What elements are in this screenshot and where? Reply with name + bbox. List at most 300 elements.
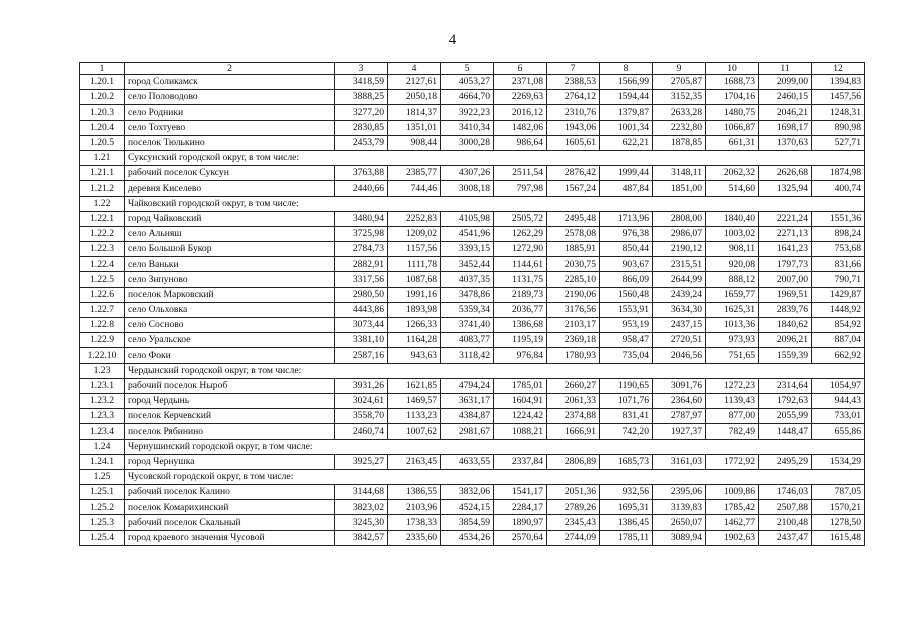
value-cell: 4053,27 [441,75,494,90]
value-cell: 1054,97 [812,378,865,393]
value-cell: 2061,33 [547,393,600,408]
value-cell: 831,66 [812,257,865,272]
value-cell: 1713,96 [600,211,653,226]
value-cell: 2460,74 [335,424,388,439]
value-cell: 1541,17 [494,485,547,500]
value-cell: 1195,19 [494,333,547,348]
row-code: 1.25.3 [80,515,125,530]
value-cell: 2495,48 [547,211,600,226]
settlement-name: город Чайковский [125,211,335,226]
settlement-name: поселок Керчевский [125,409,335,424]
value-cell: 2626,68 [759,166,812,181]
value-cell: 903,67 [600,257,653,272]
column-header: 9 [653,63,706,75]
settlement-name: село Тохтуево [125,120,335,135]
value-cell: 2570,64 [494,530,547,545]
column-header: 8 [600,63,653,75]
row-code: 1.23.4 [80,424,125,439]
value-cell: 1066,87 [706,120,759,135]
table-row [80,378,865,393]
value-cell: 1666,91 [547,424,600,439]
value-cell: 2016,12 [494,105,547,120]
row-code: 1.24 [80,439,125,454]
value-cell: 1001,34 [600,120,653,135]
settlement-name: село Зипуново [125,272,335,287]
value-cell: 2036,77 [494,302,547,317]
value-cell: 887,04 [812,333,865,348]
row-code: 1.22.3 [80,242,125,257]
value-cell: 2876,42 [547,166,600,181]
value-cell: 2103,17 [547,318,600,333]
table-row [80,166,865,181]
value-cell: 1457,56 [812,90,865,105]
value-cell: 1071,76 [600,393,653,408]
value-cell: 1927,37 [653,424,706,439]
value-cell: 1885,91 [547,242,600,257]
settlement-name: село Альняш [125,226,335,241]
value-cell: 2315,51 [653,257,706,272]
value-cell: 3008,18 [441,181,494,196]
value-cell: 1625,31 [706,302,759,317]
value-cell: 527,71 [812,135,865,150]
settlement-name: село Половодово [125,90,335,105]
value-cell: 898,24 [812,226,865,241]
value-cell: 3024,61 [335,393,388,408]
section-row [80,196,865,211]
value-cell: 1144,61 [494,257,547,272]
value-cell: 2388,53 [547,75,600,90]
value-cell: 3317,56 [335,272,388,287]
row-code: 1.22.4 [80,257,125,272]
value-cell: 2882,91 [335,257,388,272]
table-row [80,105,865,120]
column-header: 4 [388,63,441,75]
value-cell: 2369,18 [547,333,600,348]
value-cell: 3832,06 [441,485,494,500]
value-cell: 1111,78 [388,257,441,272]
value-cell: 3925,27 [335,454,388,469]
value-cell: 2163,45 [388,454,441,469]
row-code: 1.25.4 [80,530,125,545]
value-cell: 888,12 [706,272,759,287]
value-cell: 2460,15 [759,90,812,105]
value-cell: 1890,97 [494,515,547,530]
value-cell: 2385,77 [388,166,441,181]
value-cell: 3245,30 [335,515,388,530]
value-cell: 1814,37 [388,105,441,120]
value-cell: 908,11 [706,242,759,257]
value-cell: 2578,08 [547,226,600,241]
value-cell: 958,47 [600,333,653,348]
row-code: 1.22 [80,196,125,211]
row-code: 1.20.1 [80,75,125,90]
section-title: Чердынский городской округ, в том числе: [125,363,865,378]
value-cell: 944,43 [812,393,865,408]
value-cell: 4524,15 [441,500,494,515]
row-code: 1.23 [80,363,125,378]
row-code: 1.25.1 [80,485,125,500]
value-cell: 400,74 [812,181,865,196]
value-cell: 1133,23 [388,409,441,424]
section-title: Суксунский городской округ, в том числе: [125,150,865,165]
value-cell: 1394,83 [812,75,865,90]
row-code: 1.22.7 [80,302,125,317]
value-cell: 3931,26 [335,378,388,393]
table-row [80,318,865,333]
value-cell: 2507,88 [759,500,812,515]
value-cell: 2046,56 [653,348,706,363]
value-cell: 3148,11 [653,166,706,181]
value-cell: 1878,85 [653,135,706,150]
row-code: 1.25 [80,469,125,484]
value-cell: 3725,98 [335,226,388,241]
value-cell: 3144,68 [335,485,388,500]
value-cell: 4664,70 [441,90,494,105]
value-cell: 3000,28 [441,135,494,150]
settlement-name: город Чернушка [125,454,335,469]
table-row [80,454,865,469]
settlement-name: деревня Киселево [125,181,335,196]
column-header: 12 [812,63,865,75]
value-cell: 2269,63 [494,90,547,105]
value-cell: 4534,26 [441,530,494,545]
value-cell: 1615,48 [812,530,865,545]
page-number: 4 [448,32,457,48]
value-cell: 2650,07 [653,515,706,530]
table-body [80,75,865,546]
value-cell: 4794,24 [441,378,494,393]
value-cell: 3410,34 [441,120,494,135]
value-cell: 976,84 [494,348,547,363]
settlement-name: село Сосново [125,318,335,333]
settlement-name: рабочий поселок Ныроб [125,378,335,393]
value-cell: 2335,60 [388,530,441,545]
value-cell: 1704,16 [706,90,759,105]
row-code: 1.20.3 [80,105,125,120]
value-cell: 2096,21 [759,333,812,348]
table-row [80,272,865,287]
value-cell: 1738,33 [388,515,441,530]
settlement-name: поселок Марковский [125,287,335,302]
value-cell: 1272,23 [706,378,759,393]
value-cell: 1379,87 [600,105,653,120]
value-cell: 1003,02 [706,226,759,241]
value-cell: 733,01 [812,409,865,424]
value-cell: 1772,92 [706,454,759,469]
row-code: 1.23.2 [80,393,125,408]
value-cell: 2439,24 [653,287,706,302]
value-cell: 2806,89 [547,454,600,469]
section-row [80,469,865,484]
value-cell: 1621,85 [388,378,441,393]
table-row [80,302,865,317]
value-cell: 2437,15 [653,318,706,333]
table-row [80,287,865,302]
value-cell: 661,31 [706,135,759,150]
settlement-name: село Ваньки [125,257,335,272]
settlement-name: село Фоки [125,348,335,363]
value-cell: 1087,68 [388,272,441,287]
settlement-name: поселок Тюлькино [125,135,335,150]
settlement-name: поселок Комарихинский [125,500,335,515]
value-cell: 2030,75 [547,257,600,272]
table-row [80,135,865,150]
value-cell: 2284,17 [494,500,547,515]
value-cell: 2808,00 [653,211,706,226]
value-cell: 908,44 [388,135,441,150]
value-cell: 3176,56 [547,302,600,317]
value-cell: 744,46 [388,181,441,196]
value-cell: 1991,16 [388,287,441,302]
value-cell: 2660,27 [547,378,600,393]
value-cell: 2495,29 [759,454,812,469]
value-cell: 2127,61 [388,75,441,90]
value-cell: 1604,91 [494,393,547,408]
value-cell: 2980,50 [335,287,388,302]
value-cell: 1551,36 [812,211,865,226]
settlement-name: село Большой Букор [125,242,335,257]
value-cell: 976,38 [600,226,653,241]
value-cell: 3452,44 [441,257,494,272]
value-cell: 2587,16 [335,348,388,363]
value-cell: 2051,36 [547,485,600,500]
table-row [80,409,865,424]
value-cell: 751,65 [706,348,759,363]
settlement-name: село Ольховка [125,302,335,317]
value-cell: 2285,10 [547,272,600,287]
section-row [80,439,865,454]
value-cell: 1780,93 [547,348,600,363]
value-cell: 3842,57 [335,530,388,545]
value-cell: 2190,06 [547,287,600,302]
value-cell: 1553,91 [600,302,653,317]
column-header: 7 [547,63,600,75]
value-cell: 3277,20 [335,105,388,120]
value-cell: 2440,66 [335,181,388,196]
value-cell: 3089,94 [653,530,706,545]
table-row [80,75,865,90]
value-cell: 2221,24 [759,211,812,226]
value-cell: 1969,51 [759,287,812,302]
value-cell: 831,41 [600,409,653,424]
value-cell: 1685,73 [600,454,653,469]
table-row [80,500,865,515]
value-cell: 1999,44 [600,166,653,181]
value-cell: 953,19 [600,318,653,333]
row-code: 1.21 [80,150,125,165]
row-code: 1.20.5 [80,135,125,150]
value-cell: 866,09 [600,272,653,287]
value-cell: 973,93 [706,333,759,348]
value-cell: 1785,11 [600,530,653,545]
table-row [80,211,865,226]
row-code: 1.22.6 [80,287,125,302]
value-cell: 3381,10 [335,333,388,348]
value-cell: 782,49 [706,424,759,439]
value-cell: 2505,72 [494,211,547,226]
section-title: Чусовской городской округ, в том числе: [125,469,865,484]
value-cell: 1641,23 [759,242,812,257]
settlement-name: город Соликамск [125,75,335,90]
value-cell: 622,21 [600,135,653,150]
row-code: 1.25.2 [80,500,125,515]
value-cell: 890,98 [812,120,865,135]
value-cell: 3118,42 [441,348,494,363]
table-row [80,530,865,545]
value-cell: 1386,55 [388,485,441,500]
value-cell: 4541,96 [441,226,494,241]
value-cell: 4105,98 [441,211,494,226]
value-cell: 3763,88 [335,166,388,181]
value-cell: 1009,86 [706,485,759,500]
value-cell: 1851,00 [653,181,706,196]
value-cell: 2453,79 [335,135,388,150]
value-cell: 1559,39 [759,348,812,363]
value-cell: 1695,31 [600,500,653,515]
row-code: 1.21.1 [80,166,125,181]
value-cell: 2100,48 [759,515,812,530]
row-code: 1.22.9 [80,333,125,348]
value-cell: 1088,21 [494,424,547,439]
table-row [80,257,865,272]
table-row [80,120,865,135]
settlement-name: село Родники [125,105,335,120]
value-cell: 2374,88 [547,409,600,424]
value-cell: 1893,98 [388,302,441,317]
value-cell: 742,20 [600,424,653,439]
value-cell: 3152,35 [653,90,706,105]
row-code: 1.20.2 [80,90,125,105]
value-cell: 3091,76 [653,378,706,393]
value-cell: 2062,32 [706,166,759,181]
row-code: 1.23.3 [80,409,125,424]
value-cell: 3854,59 [441,515,494,530]
value-cell: 1605,61 [547,135,600,150]
value-cell: 1462,77 [706,515,759,530]
value-cell: 2364,60 [653,393,706,408]
value-cell: 2744,09 [547,530,600,545]
table-row [80,242,865,257]
value-cell: 1007,62 [388,424,441,439]
value-cell: 1840,40 [706,211,759,226]
row-code: 1.21.2 [80,181,125,196]
value-cell: 877,00 [706,409,759,424]
value-cell: 2310,76 [547,105,600,120]
value-cell: 2189,73 [494,287,547,302]
value-cell: 1874,98 [812,166,865,181]
column-header: 3 [335,63,388,75]
settlement-name: рабочий поселок Суксун [125,166,335,181]
value-cell: 2511,54 [494,166,547,181]
value-cell: 2345,43 [547,515,600,530]
table-header-row [80,63,865,75]
value-cell: 1139,43 [706,393,759,408]
row-code: 1.22.1 [80,211,125,226]
value-cell: 1659,77 [706,287,759,302]
value-cell: 3478,86 [441,287,494,302]
value-cell: 1266,33 [388,318,441,333]
value-cell: 790,71 [812,272,865,287]
table-row [80,485,865,500]
value-cell: 753,68 [812,242,865,257]
value-cell: 735,04 [600,348,653,363]
table-row [80,333,865,348]
section-row [80,363,865,378]
value-cell: 850,44 [600,242,653,257]
table-row [80,226,865,241]
row-code: 1.23.1 [80,378,125,393]
value-cell: 1325,94 [759,181,812,196]
value-cell: 4307,26 [441,166,494,181]
section-title: Чайковский городской округ, в том числе: [125,196,865,211]
value-cell: 514,60 [706,181,759,196]
value-cell: 2986,07 [653,226,706,241]
value-cell: 3922,23 [441,105,494,120]
value-cell: 3139,83 [653,500,706,515]
value-cell: 1482,06 [494,120,547,135]
value-cell: 2633,28 [653,105,706,120]
value-cell: 2764,12 [547,90,600,105]
value-cell: 4633,55 [441,454,494,469]
column-header: 2 [125,63,335,75]
value-cell: 2720,51 [653,333,706,348]
value-cell: 2050,18 [388,90,441,105]
value-cell: 1480,75 [706,105,759,120]
value-cell: 1429,87 [812,287,865,302]
row-code: 1.22.2 [80,226,125,241]
value-cell: 2314,64 [759,378,812,393]
value-cell: 3888,25 [335,90,388,105]
value-cell: 1570,21 [812,500,865,515]
value-cell: 1386,68 [494,318,547,333]
value-cell: 2103,96 [388,500,441,515]
value-cell: 2007,00 [759,272,812,287]
value-cell: 487,84 [600,181,653,196]
value-cell: 1566,99 [600,75,653,90]
value-cell: 2705,87 [653,75,706,90]
value-cell: 4083,77 [441,333,494,348]
value-cell: 1224,42 [494,409,547,424]
value-cell: 1370,63 [759,135,812,150]
value-cell: 3073,44 [335,318,388,333]
table-row [80,424,865,439]
value-cell: 1448,47 [759,424,812,439]
value-cell: 1209,02 [388,226,441,241]
row-code: 1.22.5 [80,272,125,287]
value-cell: 1902,63 [706,530,759,545]
value-cell: 2437,47 [759,530,812,545]
settlement-name: рабочий поселок Скальный [125,515,335,530]
value-cell: 5359,34 [441,302,494,317]
value-cell: 1840,62 [759,318,812,333]
value-cell: 2981,67 [441,424,494,439]
value-cell: 2839,76 [759,302,812,317]
value-cell: 1792,63 [759,393,812,408]
settlement-name: город краевого значения Чусовой [125,530,335,545]
table-row [80,515,865,530]
row-code: 1.20.4 [80,120,125,135]
value-cell: 1698,17 [759,120,812,135]
value-cell: 1164,28 [388,333,441,348]
value-cell: 1448,92 [812,302,865,317]
column-header: 11 [759,63,812,75]
value-cell: 2371,08 [494,75,547,90]
value-cell: 1534,29 [812,454,865,469]
table-row [80,181,865,196]
value-cell: 3480,94 [335,211,388,226]
value-cell: 797,98 [494,181,547,196]
value-cell: 3161,03 [653,454,706,469]
